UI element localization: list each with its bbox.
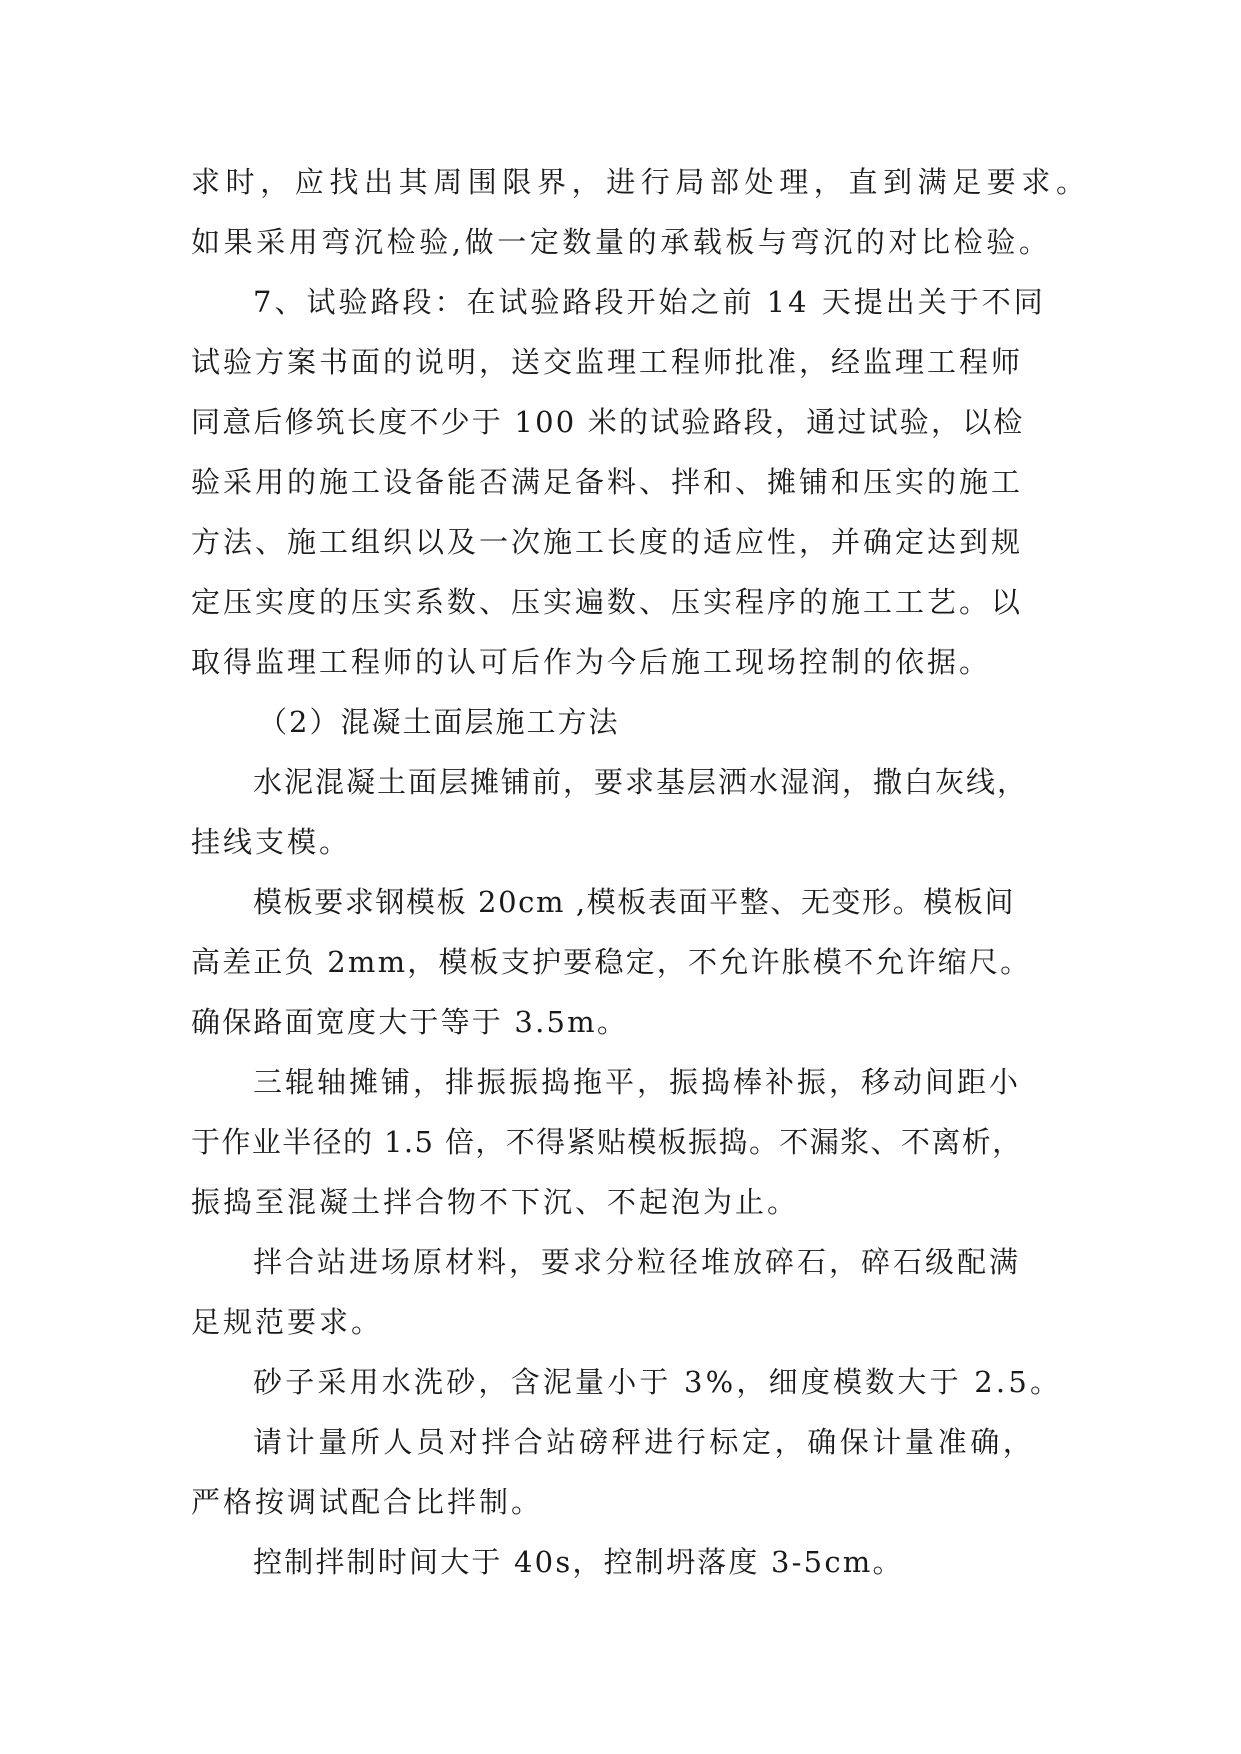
text-line: 挂线支模。 [191, 825, 352, 859]
text-line: 取得监理工程师的认可后作为今后施工现场控制的依据。 [191, 645, 992, 679]
text-line: 控制拌制时间大于 40s，控制坍落度 3-5cm。 [253, 1545, 904, 1579]
text-line: 确保路面宽度大于等于 3.5m。 [191, 1005, 629, 1039]
text-line: 足规范要求。 [191, 1305, 384, 1339]
text-line: 如果采用弯沉检验,做一定数量的承载板与弯沉的对比检验。 [191, 225, 1052, 259]
text-line: 水泥混凝土面层摊铺前，要求基层洒水湿润，撒白灰线， [253, 765, 1029, 799]
text-line: 同意后修筑长度不少于 100 米的试验路段，通过试验，以检 [191, 405, 1025, 439]
text-line: 试验方案书面的说明，送交监理工程师批准，经监理工程师 [191, 345, 1024, 379]
text-line: 高差正负 2mm，模板支护要稳定，不允许胀模不允许缩尺。 [191, 945, 1032, 979]
text-line: 振捣至混凝土拌合物不下沉、不起泡为止。 [191, 1185, 800, 1219]
text-line: 请计量所人员对拌合站磅秤进行标定，确保计量准确， [253, 1425, 1036, 1459]
section-heading: （2）混凝土面层施工方法 [258, 705, 620, 739]
text-line: 拌合站进场原材料，要求分粒径堆放碎石，碎石级配满 [253, 1245, 1022, 1279]
text-line: 砂子采用水洗砂，含泥量小于 3%，细度模数大于 2.5。 [253, 1365, 1063, 1399]
text-line: 7、试验路段：在试验路段开始之前 14 天提出关于不同 [253, 285, 1046, 319]
text-line: 定压实度的压实系数、压实遍数、压实程序的施工工艺。以 [191, 585, 1024, 619]
text-line: 模板要求钢模板 20cm ,模板表面平整、无变形。模板间 [253, 885, 1016, 919]
text-line: 严格按调试配合比拌制。 [191, 1485, 544, 1519]
text-line: 求时，应找出其周围限界，进行局部处理，直到满足要求。 [191, 165, 1091, 199]
text-line: 于作业半径的 1.5 倍，不得紧贴模板振捣。不漏浆、不离析， [191, 1125, 1023, 1159]
text-line: 方法、施工组织以及一次施工长度的适应性，并确定达到规 [191, 525, 1024, 559]
text-line: 验采用的施工设备能否满足备料、拌和、摊铺和压实的施工 [191, 465, 1024, 499]
text-line: 三辊轴摊铺，排振振捣拖平，振捣棒补振，移动间距小 [253, 1065, 1022, 1099]
